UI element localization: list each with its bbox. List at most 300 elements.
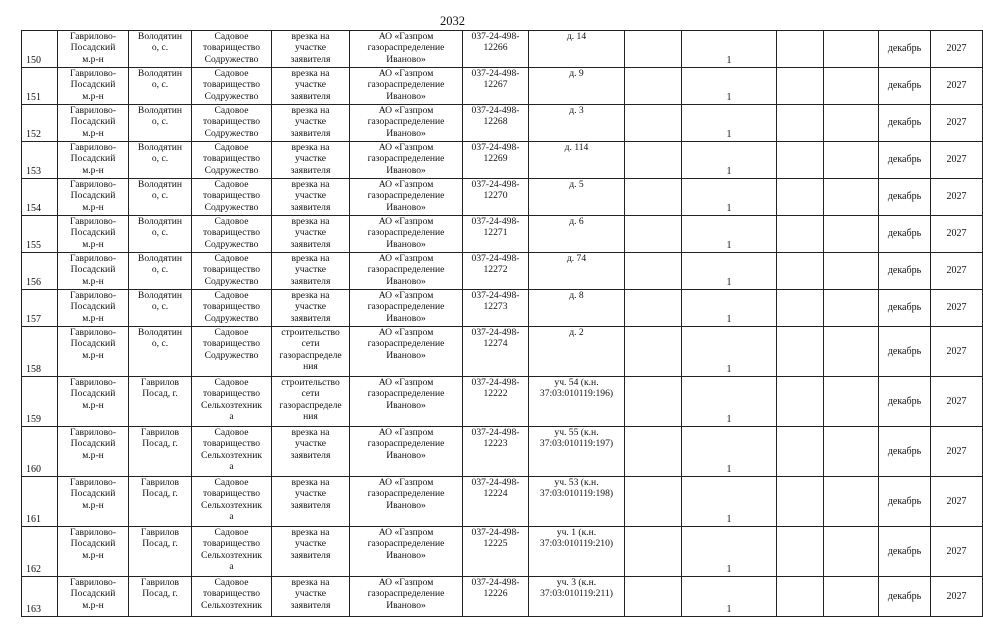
year-cell: [931, 105, 983, 142]
address-cell: [529, 377, 625, 427]
empty-cell: [824, 377, 879, 427]
work-type-text: врезка на участке заявителя: [290, 68, 331, 102]
work-type-cell: [272, 179, 350, 216]
organization-text: АО «Газпром газораспределение Иваново»: [367, 68, 445, 102]
object-cell: [192, 327, 272, 377]
year-text: 2027: [946, 117, 967, 129]
table-row: [22, 527, 983, 577]
object-text: Садовое товарищество Сельхозтехник: [200, 577, 262, 611]
work-type-cell: [272, 477, 350, 527]
year-text: 2027: [946, 154, 967, 166]
month-text: декабрь: [887, 265, 922, 277]
organization-text: АО «Газпром газораспределение Иваново»: [367, 327, 445, 361]
month-text: декабрь: [887, 545, 922, 557]
page-number: 2032: [440, 14, 465, 28]
organization-cell: [350, 427, 463, 477]
object-cell: [192, 427, 272, 477]
object-cell: [192, 105, 272, 142]
object-text: Садовое товарищество Содружество: [202, 68, 261, 102]
work-type-text: врезка на участке заявителя: [290, 290, 331, 324]
empty-cell: [824, 105, 879, 142]
address-cell: [529, 290, 625, 327]
quantity-text: 1: [726, 128, 732, 140]
year-text: 2027: [946, 445, 967, 457]
table-row: [22, 327, 983, 377]
organization-text: АО «Газпром газораспределение Иваново»: [367, 577, 445, 611]
empty-cell: [777, 577, 824, 617]
organization-cell: [350, 31, 463, 68]
code-cell: [463, 31, 529, 68]
settlement-cell: [129, 327, 192, 377]
code-cell: [463, 216, 529, 253]
object-text: Садовое товарищество Содружество: [202, 290, 261, 324]
empty-cell: [625, 68, 682, 105]
object-cell: [192, 577, 272, 617]
table-row: [22, 31, 983, 68]
settlement-cell: [129, 179, 192, 216]
year-text: 2027: [946, 80, 967, 92]
row-number-text: 156: [26, 276, 41, 288]
month-cell: [879, 31, 931, 68]
work-type-text: врезка на участке заявителя: [290, 577, 331, 611]
month-cell: [879, 253, 931, 290]
month-text: декабрь: [887, 117, 922, 129]
year-cell: [931, 31, 983, 68]
year-cell: [931, 216, 983, 253]
address-text: д. 6: [569, 216, 584, 227]
empty-cell: [824, 527, 879, 577]
organization-text: АО «Газпром газораспределение Иваново»: [367, 179, 445, 213]
row-number-cell: [22, 427, 58, 477]
quantity-cell: [682, 31, 777, 68]
object-cell: [192, 179, 272, 216]
settlement-text: Володятин о, с.: [137, 68, 183, 91]
year-cell: [931, 377, 983, 427]
quantity-text: 1: [726, 603, 732, 615]
empty-cell: [824, 253, 879, 290]
district-text: Гаврилово- Посадский м.р-н: [69, 477, 117, 511]
empty-cell: [625, 31, 682, 68]
code-text: 037-24-498- 12225: [471, 527, 520, 550]
year-text: 2027: [946, 43, 967, 55]
row-number-cell: [22, 577, 58, 617]
year-text: 2027: [946, 345, 967, 357]
row-number-text: 150: [26, 54, 41, 66]
empty-cell: [625, 253, 682, 290]
month-cell: [879, 179, 931, 216]
empty-cell: [625, 327, 682, 377]
address-text: д. 5: [569, 179, 584, 190]
month-text: декабрь: [887, 495, 922, 507]
work-type-cell: [272, 31, 350, 68]
organization-cell: [350, 290, 463, 327]
empty-cell: [824, 31, 879, 68]
month-cell: [879, 477, 931, 527]
settlement-cell: [129, 216, 192, 253]
row-number-cell: [22, 290, 58, 327]
settlement-text: Володятин о, с.: [137, 31, 183, 54]
organization-text: АО «Газпром газораспределение Иваново»: [367, 290, 445, 324]
address-text: д. 3: [569, 105, 584, 116]
year-cell: [931, 179, 983, 216]
district-text: Гаврилово- Посадский м.р-н: [69, 290, 117, 324]
address-text: д. 14: [566, 31, 587, 42]
object-cell: [192, 377, 272, 427]
quantity-text: 1: [726, 513, 732, 525]
address-text: д. 2: [569, 327, 584, 338]
code-cell: [463, 327, 529, 377]
organization-cell: [350, 577, 463, 617]
settlement-cell: [129, 377, 192, 427]
work-type-cell: [272, 427, 350, 477]
code-cell: [463, 105, 529, 142]
district-text: Гаврилово- Посадский м.р-н: [69, 253, 117, 287]
work-type-text: врезка на участке заявителя: [290, 31, 331, 65]
quantity-cell: [682, 68, 777, 105]
quantity-text: 1: [726, 276, 732, 288]
row-number-text: 163: [26, 603, 41, 615]
year-cell: [931, 290, 983, 327]
settlement-cell: [129, 577, 192, 617]
row-number-cell: [22, 142, 58, 179]
object-text: Садовое товарищество Сельхозтехник а: [200, 477, 262, 522]
empty-cell: [824, 577, 879, 617]
quantity-cell: [682, 577, 777, 617]
empty-cell: [777, 216, 824, 253]
empty-cell: [824, 216, 879, 253]
quantity-text: 1: [726, 463, 732, 475]
settlement-text: Гаврилов Посад, г.: [140, 377, 180, 400]
district-cell: [58, 179, 129, 216]
work-type-text: врезка на участке заявителя: [290, 253, 331, 287]
year-text: 2027: [946, 590, 967, 602]
object-cell: [192, 477, 272, 527]
year-cell: [931, 577, 983, 617]
empty-cell: [625, 477, 682, 527]
object-text: Садовое товарищество Сельхозтехник а: [200, 377, 262, 422]
empty-cell: [777, 427, 824, 477]
organization-text: АО «Газпром газораспределение Иваново»: [367, 31, 445, 65]
month-cell: [879, 377, 931, 427]
organization-cell: [350, 327, 463, 377]
district-cell: [58, 427, 129, 477]
settlement-text: Володятин о, с.: [137, 142, 183, 165]
table-row: [22, 477, 983, 527]
work-type-cell: [272, 216, 350, 253]
district-cell: [58, 290, 129, 327]
district-text: Гаврилово- Посадский м.р-н: [69, 577, 117, 611]
quantity-text: 1: [726, 563, 732, 575]
empty-cell: [777, 179, 824, 216]
object-text: Садовое товарищество Содружество: [202, 31, 261, 65]
work-type-text: врезка на участке заявителя: [290, 477, 331, 511]
organization-text: АО «Газпром газораспределение Иваново»: [367, 253, 445, 287]
quantity-text: 1: [726, 363, 732, 375]
year-text: 2027: [946, 395, 967, 407]
district-cell: [58, 216, 129, 253]
table-row: [22, 577, 983, 617]
quantity-cell: [682, 142, 777, 179]
address-cell: [529, 31, 625, 68]
month-text: декабрь: [887, 590, 922, 602]
district-cell: [58, 527, 129, 577]
object-cell: [192, 290, 272, 327]
quantity-cell: [682, 427, 777, 477]
settlement-cell: [129, 68, 192, 105]
district-text: Гаврилово- Посадский м.р-н: [69, 31, 117, 65]
month-cell: [879, 105, 931, 142]
address-cell: [529, 527, 625, 577]
organization-cell: [350, 527, 463, 577]
row-number-text: 160: [26, 463, 41, 475]
address-cell: [529, 216, 625, 253]
row-number-text: 159: [26, 413, 41, 425]
month-cell: [879, 577, 931, 617]
empty-cell: [824, 142, 879, 179]
gasification-table: [21, 30, 983, 617]
address-cell: [529, 68, 625, 105]
table-row: [22, 105, 983, 142]
year-text: 2027: [946, 545, 967, 557]
work-type-text: врезка на участке заявителя: [290, 527, 331, 561]
organization-cell: [350, 253, 463, 290]
organization-text: АО «Газпром газораспределение Иваново»: [367, 477, 445, 511]
organization-cell: [350, 68, 463, 105]
code-cell: [463, 377, 529, 427]
code-text: 037-24-498- 12270: [471, 179, 520, 202]
object-cell: [192, 216, 272, 253]
settlement-text: Володятин о, с.: [137, 327, 183, 350]
object-text: Садовое товарищество Сельхозтехник а: [200, 427, 262, 472]
organization-cell: [350, 105, 463, 142]
code-text: 037-24-498- 12223: [471, 427, 520, 450]
code-cell: [463, 142, 529, 179]
object-cell: [192, 31, 272, 68]
quantity-cell: [682, 327, 777, 377]
year-text: 2027: [946, 265, 967, 277]
work-type-text: строительство сети газораспределе ния: [279, 327, 342, 372]
code-text: 037-24-498- 12273: [471, 290, 520, 313]
work-type-cell: [272, 577, 350, 617]
month-text: декабрь: [887, 154, 922, 166]
work-type-cell: [272, 105, 350, 142]
address-cell: [529, 327, 625, 377]
table-row: [22, 290, 983, 327]
district-cell: [58, 142, 129, 179]
object-text: Садовое товарищество Сельхозтехник а: [200, 527, 262, 572]
year-cell: [931, 477, 983, 527]
code-text: 037-24-498- 12274: [471, 327, 520, 350]
row-number-cell: [22, 31, 58, 68]
code-text: 037-24-498- 12267: [471, 68, 520, 91]
district-text: Гаврилово- Посадский м.р-н: [69, 527, 117, 561]
row-number-text: 155: [26, 239, 41, 251]
code-text: 037-24-498- 12224: [471, 477, 520, 500]
month-text: декабрь: [887, 345, 922, 357]
organization-cell: [350, 377, 463, 427]
empty-cell: [625, 216, 682, 253]
code-cell: [463, 68, 529, 105]
year-cell: [931, 427, 983, 477]
quantity-cell: [682, 527, 777, 577]
month-text: декабрь: [887, 445, 922, 457]
object-text: Садовое товарищество Содружество: [202, 253, 261, 287]
empty-cell: [625, 577, 682, 617]
quantity-cell: [682, 477, 777, 527]
empty-cell: [777, 105, 824, 142]
month-text: декабрь: [887, 43, 922, 55]
settlement-text: Гаврилов Посад, г.: [140, 527, 180, 550]
row-number-cell: [22, 327, 58, 377]
year-cell: [931, 327, 983, 377]
quantity-cell: [682, 253, 777, 290]
organization-text: АО «Газпром газораспределение Иваново»: [367, 527, 445, 561]
object-cell: [192, 68, 272, 105]
row-number-cell: [22, 477, 58, 527]
row-number-text: 154: [26, 202, 41, 214]
settlement-text: Володятин о, с.: [137, 105, 183, 128]
settlement-text: Гаврилов Посад, г.: [140, 577, 180, 600]
address-cell: [529, 142, 625, 179]
settlement-cell: [129, 253, 192, 290]
code-text: 037-24-498- 12226: [471, 577, 520, 600]
quantity-text: 1: [726, 413, 732, 425]
district-text: Гаврилово- Посадский м.р-н: [69, 427, 117, 461]
quantity-cell: [682, 179, 777, 216]
address-cell: [529, 105, 625, 142]
organization-text: АО «Газпром газораспределение Иваново»: [367, 377, 445, 411]
code-text: 037-24-498- 12222: [471, 377, 520, 400]
object-cell: [192, 527, 272, 577]
work-type-cell: [272, 253, 350, 290]
code-cell: [463, 427, 529, 477]
row-number-text: 151: [26, 91, 41, 103]
district-cell: [58, 253, 129, 290]
address-text: д. 8: [569, 290, 584, 301]
district-text: Гаврилово- Посадский м.р-н: [69, 327, 117, 361]
row-number-cell: [22, 377, 58, 427]
address-text: уч. 3 (к.н. 37:03:010119:211): [540, 577, 613, 600]
object-text: Садовое товарищество Содружество: [202, 142, 261, 176]
table-row: [22, 253, 983, 290]
settlement-text: Володятин о, с.: [137, 290, 183, 313]
month-cell: [879, 290, 931, 327]
row-number-text: 152: [26, 128, 41, 140]
code-text: 037-24-498- 12266: [471, 31, 520, 54]
settlement-text: Володятин о, с.: [137, 179, 183, 202]
address-text: д. 74: [566, 253, 587, 264]
table-row: [22, 216, 983, 253]
year-text: 2027: [946, 302, 967, 314]
work-type-text: врезка на участке заявителя: [290, 427, 331, 461]
work-type-text: врезка на участке заявителя: [290, 105, 331, 139]
empty-cell: [824, 179, 879, 216]
empty-cell: [777, 253, 824, 290]
empty-cell: [824, 327, 879, 377]
district-cell: [58, 477, 129, 527]
code-cell: [463, 577, 529, 617]
settlement-cell: [129, 31, 192, 68]
empty-cell: [777, 142, 824, 179]
work-type-text: строительство сети газораспределе ния: [279, 377, 342, 422]
object-text: Садовое товарищество Содружество: [202, 105, 261, 139]
organization-cell: [350, 142, 463, 179]
table-body: [22, 31, 983, 617]
month-cell: [879, 527, 931, 577]
district-text: Гаврилово- Посадский м.р-н: [69, 216, 117, 250]
district-cell: [58, 68, 129, 105]
quantity-text: 1: [726, 165, 732, 177]
empty-cell: [824, 68, 879, 105]
address-text: д. 114: [564, 142, 589, 153]
month-cell: [879, 216, 931, 253]
code-cell: [463, 290, 529, 327]
code-text: 037-24-498- 12269: [471, 142, 520, 165]
object-text: Садовое товарищество Содружество: [202, 327, 261, 361]
month-cell: [879, 427, 931, 477]
quantity-text: 1: [726, 239, 732, 251]
row-number-text: 161: [26, 513, 41, 525]
address-text: уч. 55 (к.н. 37:03:010119:197): [539, 427, 614, 450]
empty-cell: [625, 105, 682, 142]
object-cell: [192, 253, 272, 290]
month-text: декабрь: [887, 228, 922, 240]
year-text: 2027: [946, 228, 967, 240]
quantity-cell: [682, 290, 777, 327]
month-cell: [879, 327, 931, 377]
district-text: Гаврилово- Посадский м.р-н: [69, 105, 117, 139]
empty-cell: [777, 527, 824, 577]
table-row: [22, 377, 983, 427]
year-cell: [931, 527, 983, 577]
quantity-text: 1: [726, 91, 732, 103]
settlement-text: Гаврилов Посад, г.: [140, 427, 180, 450]
address-text: уч. 1 (к.н. 37:03:010119:210): [539, 527, 614, 550]
quantity-text: 1: [726, 202, 732, 214]
work-type-text: врезка на участке заявителя: [290, 216, 331, 250]
work-type-cell: [272, 142, 350, 179]
address-cell: [529, 253, 625, 290]
district-cell: [58, 31, 129, 68]
district-text: Гаврилово- Посадский м.р-н: [69, 179, 117, 213]
object-text: Садовое товарищество Содружество: [202, 179, 261, 213]
address-text: д. 9: [569, 68, 584, 79]
organization-cell: [350, 216, 463, 253]
empty-cell: [824, 477, 879, 527]
quantity-text: 1: [726, 313, 732, 325]
row-number-text: 153: [26, 165, 41, 177]
row-number-cell: [22, 179, 58, 216]
empty-cell: [625, 290, 682, 327]
district-text: Гаврилово- Посадский м.р-н: [69, 68, 117, 102]
row-number-cell: [22, 253, 58, 290]
organization-text: АО «Газпром газораспределение Иваново»: [367, 427, 445, 461]
month-text: декабрь: [887, 302, 922, 314]
district-cell: [58, 327, 129, 377]
work-type-text: врезка на участке заявителя: [290, 142, 331, 176]
object-text: Садовое товарищество Содружество: [202, 216, 261, 250]
empty-cell: [777, 327, 824, 377]
work-type-cell: [272, 290, 350, 327]
row-number-cell: [22, 527, 58, 577]
year-cell: [931, 142, 983, 179]
settlement-text: Володятин о, с.: [137, 216, 183, 239]
table-row: [22, 179, 983, 216]
district-text: Гаврилово- Посадский м.р-н: [69, 142, 117, 176]
settlement-cell: [129, 290, 192, 327]
table-row: [22, 142, 983, 179]
organization-cell: [350, 179, 463, 216]
